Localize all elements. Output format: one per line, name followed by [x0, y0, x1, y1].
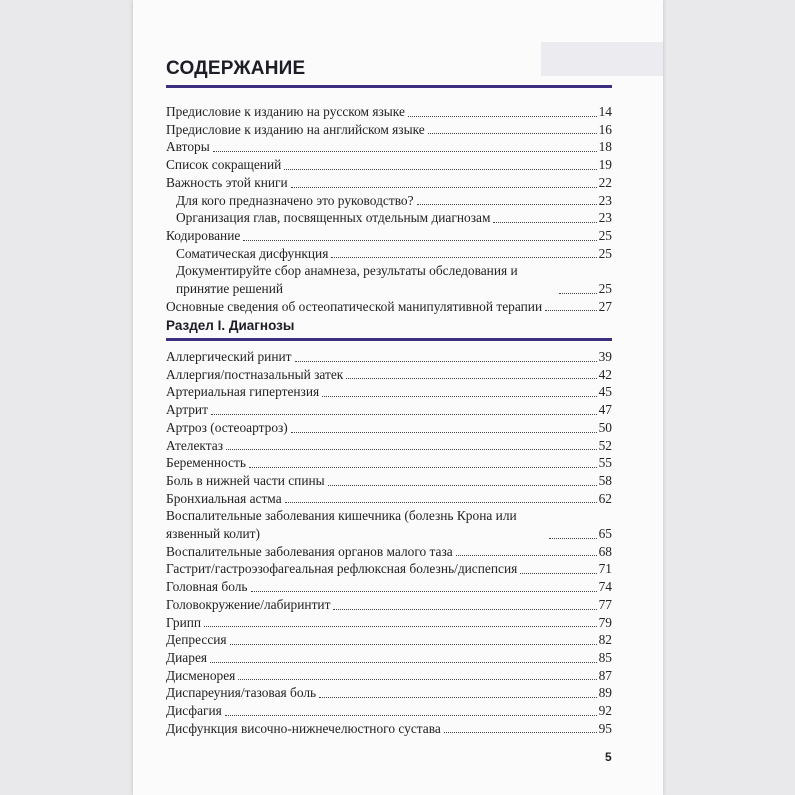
- toc-leader-dots: [417, 204, 597, 205]
- toc-entry: [166, 560, 612, 578]
- toc-entry-label: Головная боль: [166, 579, 248, 595]
- toc-entry-page: 85: [598, 649, 612, 665]
- toc-entry: [166, 614, 612, 632]
- toc-leader-dots: [251, 591, 597, 592]
- toc-entry-label: Авторы: [166, 139, 210, 155]
- toc-entry-label: Дисфагия: [166, 703, 222, 719]
- toc-entry-page: 95: [598, 720, 612, 736]
- toc-entry: [166, 631, 612, 649]
- toc-entry-page: 82: [598, 632, 612, 648]
- toc-entry-page: 16: [598, 121, 612, 137]
- toc-leader-dots: [295, 361, 597, 362]
- toc-entry-page: 50: [598, 419, 612, 435]
- toc-entry-label: Предисловие к изданию на русском языке: [166, 104, 405, 119]
- toc-entry-page: 18: [598, 139, 612, 155]
- toc-entry-page: 87: [598, 667, 612, 683]
- toc-entry-label: Для кого предназначено это руководство?: [176, 192, 414, 208]
- toc-leader-dots: [249, 467, 597, 468]
- toc-leader-dots: [549, 538, 597, 539]
- toc-entry: [166, 245, 612, 263]
- toc-entry: [166, 156, 612, 174]
- toc-leader-dots: [333, 609, 596, 610]
- toc-entry-label: Артериальная гипертензия: [166, 384, 320, 400]
- toc-leader-dots: [328, 485, 597, 486]
- toc-entry: [166, 472, 612, 490]
- toc-leader-dots: [225, 715, 597, 716]
- toc-entry-label: Организация глав, посвященных отдельным диагнозам: [176, 210, 491, 226]
- toc-entry-label: Кодирование: [166, 227, 241, 243]
- toc-entry-label: Гастрит/гастроэзофагеальная рефлюксная болезнь/диспепсия: [166, 561, 518, 577]
- toc-entry-label: Соматическая дисфункция: [176, 245, 329, 261]
- toc-entry-label: Бронхиальная астма: [166, 490, 282, 506]
- toc-leader-dots: [428, 133, 597, 134]
- toc-entry: [166, 596, 612, 614]
- toc-entry-label: Артроз (остеоартроз): [166, 419, 288, 435]
- toc-entry-label: Аллергический ринит: [166, 349, 292, 364]
- toc-entry: [166, 720, 612, 738]
- toc-entry: [166, 348, 612, 366]
- toc-entry: [166, 262, 612, 297]
- toc-entry-page: 23: [598, 192, 612, 208]
- running-header-tab: [541, 42, 663, 76]
- toc-leader-dots: [210, 662, 597, 663]
- toc-entry-page: 23: [598, 210, 612, 226]
- toc-entry: [166, 366, 612, 384]
- toc-entry-page: 42: [598, 366, 612, 382]
- toc-entry-label: Дисменорея: [166, 667, 236, 683]
- toc-entry-page: 25: [598, 245, 612, 261]
- toc-leader-dots: [284, 169, 596, 170]
- toc-entry: [166, 543, 612, 561]
- toc-entry-page: 65: [598, 526, 612, 542]
- toc-entry-page: 68: [598, 543, 612, 559]
- toc-leader-dots: [230, 644, 597, 645]
- toc-leader-dots: [213, 151, 597, 152]
- toc-entry-page: 27: [598, 298, 612, 314]
- toc-entry: [166, 401, 612, 419]
- toc-entry-label: Документируйте сбор анамнеза, результаты обследования и принятие решений: [176, 263, 518, 297]
- toc-leader-dots: [346, 378, 596, 379]
- toc-entry-page: 39: [598, 349, 612, 364]
- toc-leader-dots: [243, 240, 596, 241]
- toc-entry-label: Головокружение/лабиринтит: [166, 596, 331, 612]
- toc-entry-page: 79: [598, 614, 612, 630]
- page-number: 5: [605, 750, 612, 764]
- toc-entry-page: 58: [598, 472, 612, 488]
- toc-entry-page: 22: [598, 174, 612, 190]
- toc-entry: [166, 209, 612, 227]
- toc-entry: [166, 684, 612, 702]
- toc-entry-page: 25: [598, 227, 612, 243]
- toc-entry: [166, 454, 612, 472]
- toc-entry: [166, 578, 612, 596]
- toc-entry-label: Список сокращений: [166, 157, 282, 173]
- toc-section-entries: [166, 348, 612, 737]
- toc-leader-dots: [559, 293, 597, 294]
- section-title: Раздел I. Диагнозы: [166, 318, 295, 333]
- toc-entry: [166, 437, 612, 455]
- toc-entry-label: Аллергия/постназальный затек: [166, 366, 344, 382]
- toc-entry-label: Предисловие к изданию на английском языке: [166, 121, 425, 137]
- toc-entry: [166, 227, 612, 245]
- toc-entry-page: 19: [598, 157, 612, 173]
- toc-entry-page: 25: [598, 281, 612, 297]
- toc-entry-label: Беременность: [166, 455, 246, 471]
- toc-leader-dots: [238, 679, 596, 680]
- toc-entry-label: Воспалительные заболевания кишечника (болезнь Крона или язвенный колит): [166, 508, 517, 542]
- toc-entry-page: 92: [598, 703, 612, 719]
- toc-entry: [166, 298, 612, 316]
- toc-entry: [166, 490, 612, 508]
- toc-entry-label: Боль в нижней части спины: [166, 472, 325, 488]
- toc-leader-dots: [285, 502, 597, 503]
- section-rule: [166, 338, 612, 341]
- toc-entry: [166, 507, 612, 542]
- toc-entry-label: Грипп: [166, 614, 202, 630]
- toc-entry: [166, 138, 612, 156]
- toc-leader-dots: [520, 573, 596, 574]
- toc-entry: [166, 103, 612, 121]
- toc-entry-label: Артрит: [166, 402, 208, 418]
- toc-leader-dots: [456, 555, 597, 556]
- book-page: [133, 0, 663, 795]
- toc-entry-page: 89: [598, 685, 612, 701]
- toc-leader-dots: [545, 310, 596, 311]
- toc-entry: [166, 174, 612, 192]
- toc-entry-label: Ателектаз: [166, 437, 224, 453]
- toc-entry-page: 71: [598, 561, 612, 577]
- toc-leader-dots: [319, 697, 596, 698]
- toc-leader-dots: [331, 257, 596, 258]
- toc-leader-dots: [493, 222, 596, 223]
- toc-entry: [166, 419, 612, 437]
- toc-entry-page: 77: [598, 596, 612, 612]
- toc-leader-dots: [204, 626, 597, 627]
- toc-entry-label: Диспареуния/тазовая боль: [166, 685, 317, 701]
- toc-leader-dots: [291, 432, 597, 433]
- toc-entry: [166, 649, 612, 667]
- toc-entry-page: 74: [598, 579, 612, 595]
- toc-entry: [166, 192, 612, 210]
- toc-entry-label: Воспалительные заболевания органов малого таза: [166, 543, 453, 559]
- toc-entry: [166, 702, 612, 720]
- toc-leader-dots: [322, 396, 596, 397]
- toc-entry-page: 62: [598, 490, 612, 506]
- page-title: СОДЕРЖАНИЕ: [166, 58, 306, 79]
- toc-leader-dots: [211, 414, 597, 415]
- toc-entry-page: 47: [598, 402, 612, 418]
- toc-entry-page: 52: [598, 437, 612, 453]
- toc-leader-dots: [226, 449, 597, 450]
- toc-entry-label: Дисфункция височно-нижнечелюстного сустава: [166, 720, 441, 736]
- toc-entry-page: 55: [598, 455, 612, 471]
- toc-entry-page: 14: [598, 104, 612, 119]
- toc-leader-dots: [408, 116, 597, 117]
- toc-entry: [166, 121, 612, 139]
- toc-entry-label: Основные сведения об остеопатической манипулятивной терапии: [166, 298, 543, 314]
- toc-leader-dots: [444, 732, 597, 733]
- toc-entry: [166, 383, 612, 401]
- toc-entry: [166, 667, 612, 685]
- toc-entry-label: Диарея: [166, 649, 208, 665]
- title-rule: [166, 85, 612, 88]
- toc-front-matter: [166, 103, 612, 315]
- toc-entry-label: Важность этой книги: [166, 174, 288, 190]
- toc-entry-page: 45: [598, 384, 612, 400]
- toc-leader-dots: [291, 187, 597, 188]
- toc-entry-label: Депрессия: [166, 632, 227, 648]
